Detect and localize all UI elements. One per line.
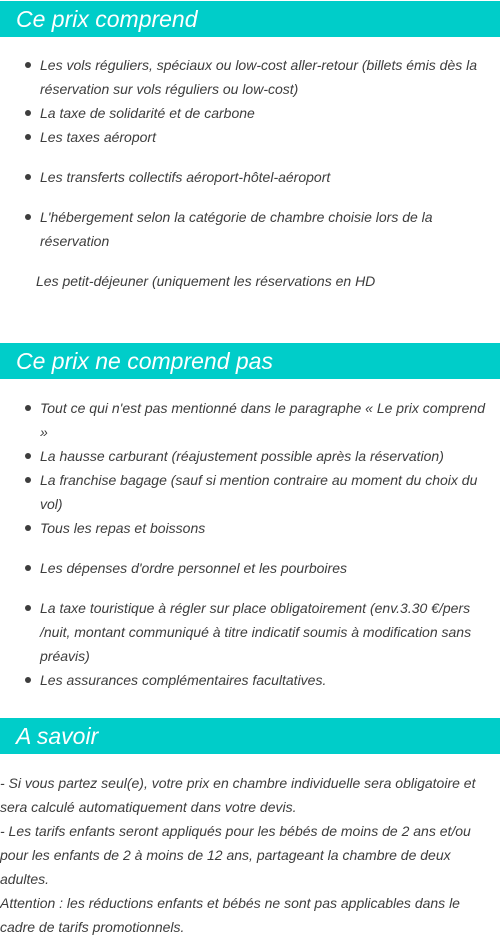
- bullet-icon: [25, 174, 31, 180]
- list-item: [0, 396, 500, 444]
- bullet-icon: [25, 110, 31, 116]
- bullet-icon: [25, 565, 31, 571]
- list-item-text: Les vols réguliers, spéciaux ou low-cost aller-retour (billets émis dès la réservation sur vols réguliers ou low-cost): [40, 57, 478, 97]
- list-item-text: Les taxes aéroport: [40, 129, 156, 145]
- includes-extra-line: Les petit-déjeuner (uniquement les réservations en HD: [36, 273, 376, 289]
- list-item-text: Les assurances complémentaires facultatives.: [40, 672, 327, 688]
- list-item: [0, 53, 500, 101]
- info-header: A savoir: [0, 718, 500, 754]
- list-item: [0, 101, 500, 125]
- bullet-icon: [25, 605, 31, 611]
- list-item: [0, 468, 500, 516]
- list-item: [0, 668, 500, 692]
- list-item-text: Tout ce qui n'est pas mentionné dans le paragraphe « Le prix comprend »: [40, 400, 485, 440]
- list-item-text: L'hébergement selon la catégorie de chambre choisie lors de la réservation: [40, 209, 433, 249]
- bullet-icon: [25, 62, 31, 68]
- bullet-icon: [25, 134, 31, 140]
- bullet-icon: [25, 453, 31, 459]
- list-item: [0, 165, 500, 189]
- list-item-text: Les dépenses d'ordre personnel et les pourboires: [40, 560, 347, 576]
- includes-header: Ce prix comprend: [0, 1, 500, 37]
- list-item-text: Les transferts collectifs aéroport-hôtel-aéroport: [40, 169, 331, 185]
- excludes-header: Ce prix ne comprend pas: [0, 343, 500, 379]
- list-item: [0, 444, 500, 468]
- bullet-icon: [25, 677, 31, 683]
- list-item: [0, 205, 500, 253]
- bullet-icon: [25, 214, 31, 220]
- list-item: [0, 125, 500, 149]
- list-item-text: La taxe touristique à régler sur place obligatoirement (env.3.30 €/pers /nuit, montant communiqué à titre indicatif soumis à modification sans préavis): [40, 600, 472, 664]
- list-item: [0, 556, 500, 580]
- list-item-text: La hausse carburant (réajustement possible après la réservation): [40, 448, 444, 464]
- bullet-icon: [25, 405, 31, 411]
- list-item: [0, 516, 500, 540]
- includes-list: [0, 53, 500, 253]
- info-line: - Les tarifs enfants seront appliqués pour les bébés de moins de 2 ans et/ou pour les enfants de 2 à moins de 12 ans, partageant la chambre de deux adultes.: [0, 823, 471, 887]
- info-line: - Si vous partez seul(e), votre prix en chambre individuelle sera obligatoire et sera calculé automatiquement dans votre devis.: [0, 775, 476, 815]
- info-notes: [0, 771, 500, 939]
- info-line: Attention : les réductions enfants et bébés ne sont pas applicables dans le cadre de tarifs promotionnels.: [0, 895, 460, 935]
- list-item-text: Tous les repas et boissons: [40, 520, 206, 536]
- bullet-icon: [25, 525, 31, 531]
- bullet-icon: [25, 477, 31, 483]
- list-item-text: La franchise bagage (sauf si mention contraire au moment du choix du vol): [40, 472, 478, 512]
- list-item-text: La taxe de solidarité et de carbone: [40, 105, 255, 121]
- excludes-list: [0, 396, 500, 692]
- list-item: [0, 596, 500, 668]
